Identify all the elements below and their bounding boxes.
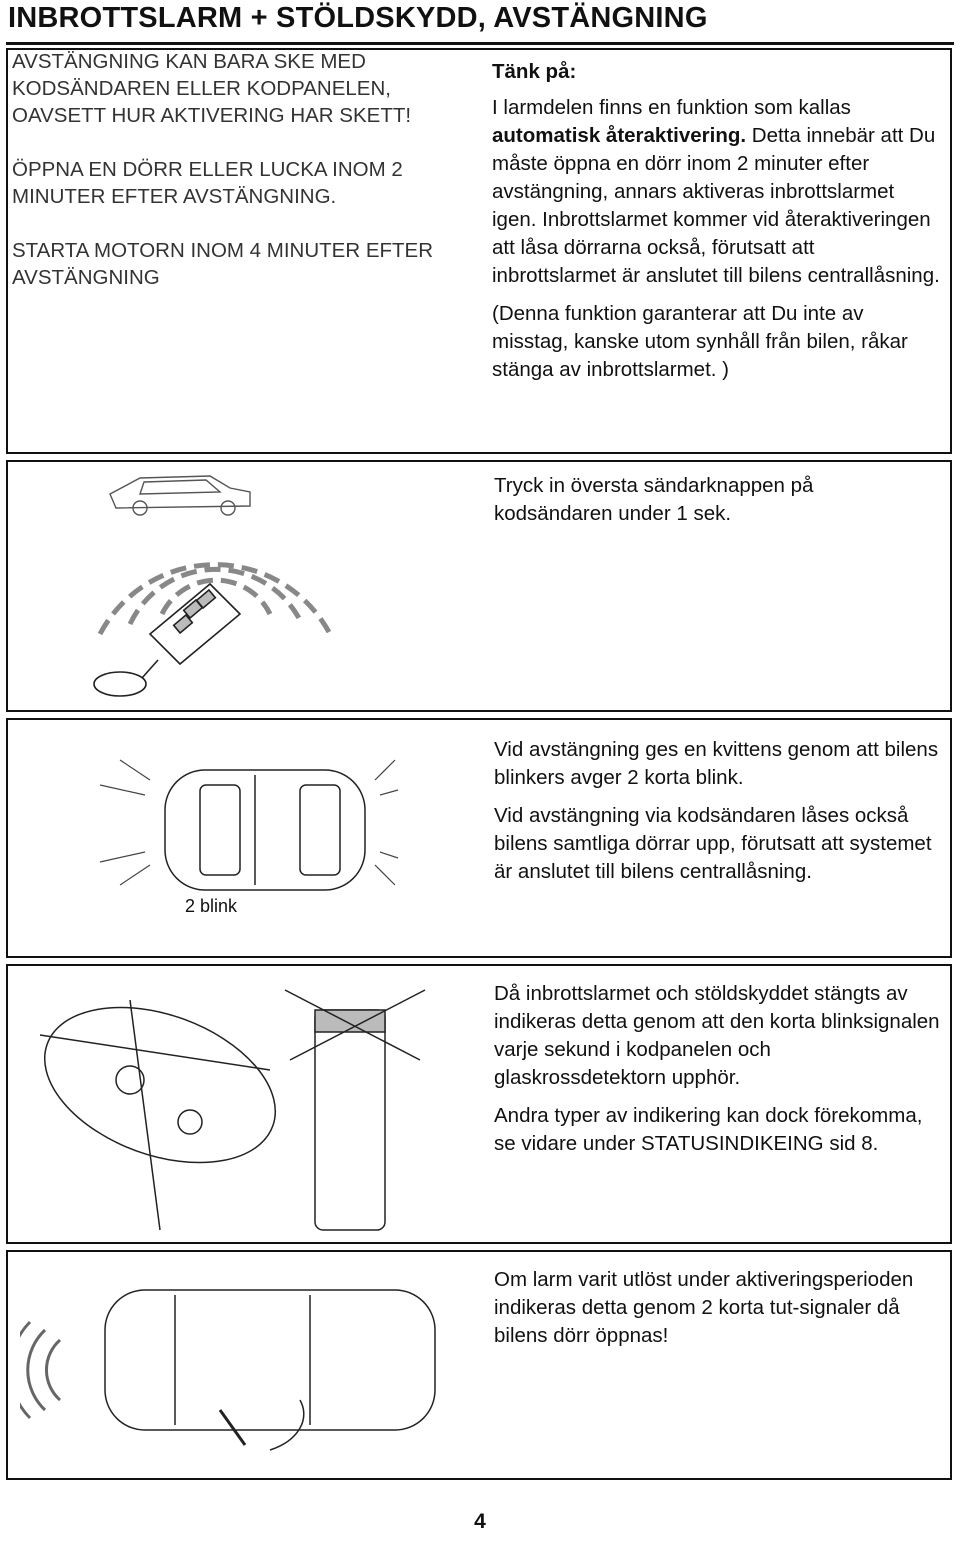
think-p1-end: Detta innebär att Du måste öppna en dörr inom 2 minuter efter avstängning, annars aktiveras inbrottslarmet igen. Inbrottslarmet kommer vid återaktiveringen att låsa dörrarna också, förutsatt att inbrottslarmet är anslutet till bilens centrallåsning. [492,124,940,287]
title-rule [6,42,954,45]
blink-count-label: 2 blink [185,896,238,916]
page-title: INBROTTSLARM + STÖLDSKYDD, AVSTÄNGNING [8,2,708,34]
remote-transmitter-illustration [80,464,370,708]
blink-paragraph-1: Vid avstängning ges en kvittens genom att bilens blinkers avger 2 korta blink. [494,738,939,789]
alarm-triggered-text: Om larm varit utlöst under aktiveringsperioden indikeras detta genom 2 korta tut-signaler då bilens dörr öppnas! [494,1268,914,1347]
think-column [492,58,942,384]
car-horn-illustration [20,1270,460,1470]
indication-text-column [494,980,940,1158]
think-paragraph-1 [492,94,942,290]
warning-column [12,48,452,318]
think-p1-bold: automatisk återaktivering. [492,124,747,147]
warning-text-2: ÖPPNA EN DÖRR ELLER LUCKA INOM 2 MINUTER EFTER AVSTÄNGNING. [12,158,403,208]
think-p1-start: I larmdelen finns en funktion som kallas [492,96,851,119]
keypad-detector-crossed-illustration [30,980,450,1240]
warning-text-1: AVSTÄNGNING KAN BARA SKE MED KODSÄNDAREN ELLER KODPANELEN, OAVSETT HUR AKTIVERING HAR SKETT! [12,50,412,127]
blink-paragraph-2: Vid avstängning via kodsändaren låses också bilens samtliga dörrar upp, förutsatt att systemet är anslutet till bilens centrallåsning. [494,804,932,883]
indication-paragraph-1: Då inbrottslarmet och stöldskyddet stängts av indikeras detta genom att den korta blinksignalen varje sekund i kodpanelen och glaskrossdetektorn upphör. [494,982,940,1089]
think-heading: Tänk på: [492,60,577,83]
warning-text-3: STARTA MOTORN INOM 4 MINUTER EFTER AVSTÄNGNING [12,239,434,289]
indication-paragraph-2: Andra typer av indikering kan dock förekomma, se vidare under STATUSINDIKEING sid 8. [494,1104,923,1155]
think-paragraph-2: (Denna funktion garanterar att Du inte av misstag, kanske utom synhåll från bilen, råkar stänga av inbrottslarmet. ) [492,302,908,381]
press-button-text: Tryck in översta sändarknappen på kodsändaren under 1 sek. [494,474,814,525]
page-number: 4 [474,1510,486,1533]
blink-text-column [494,736,940,886]
